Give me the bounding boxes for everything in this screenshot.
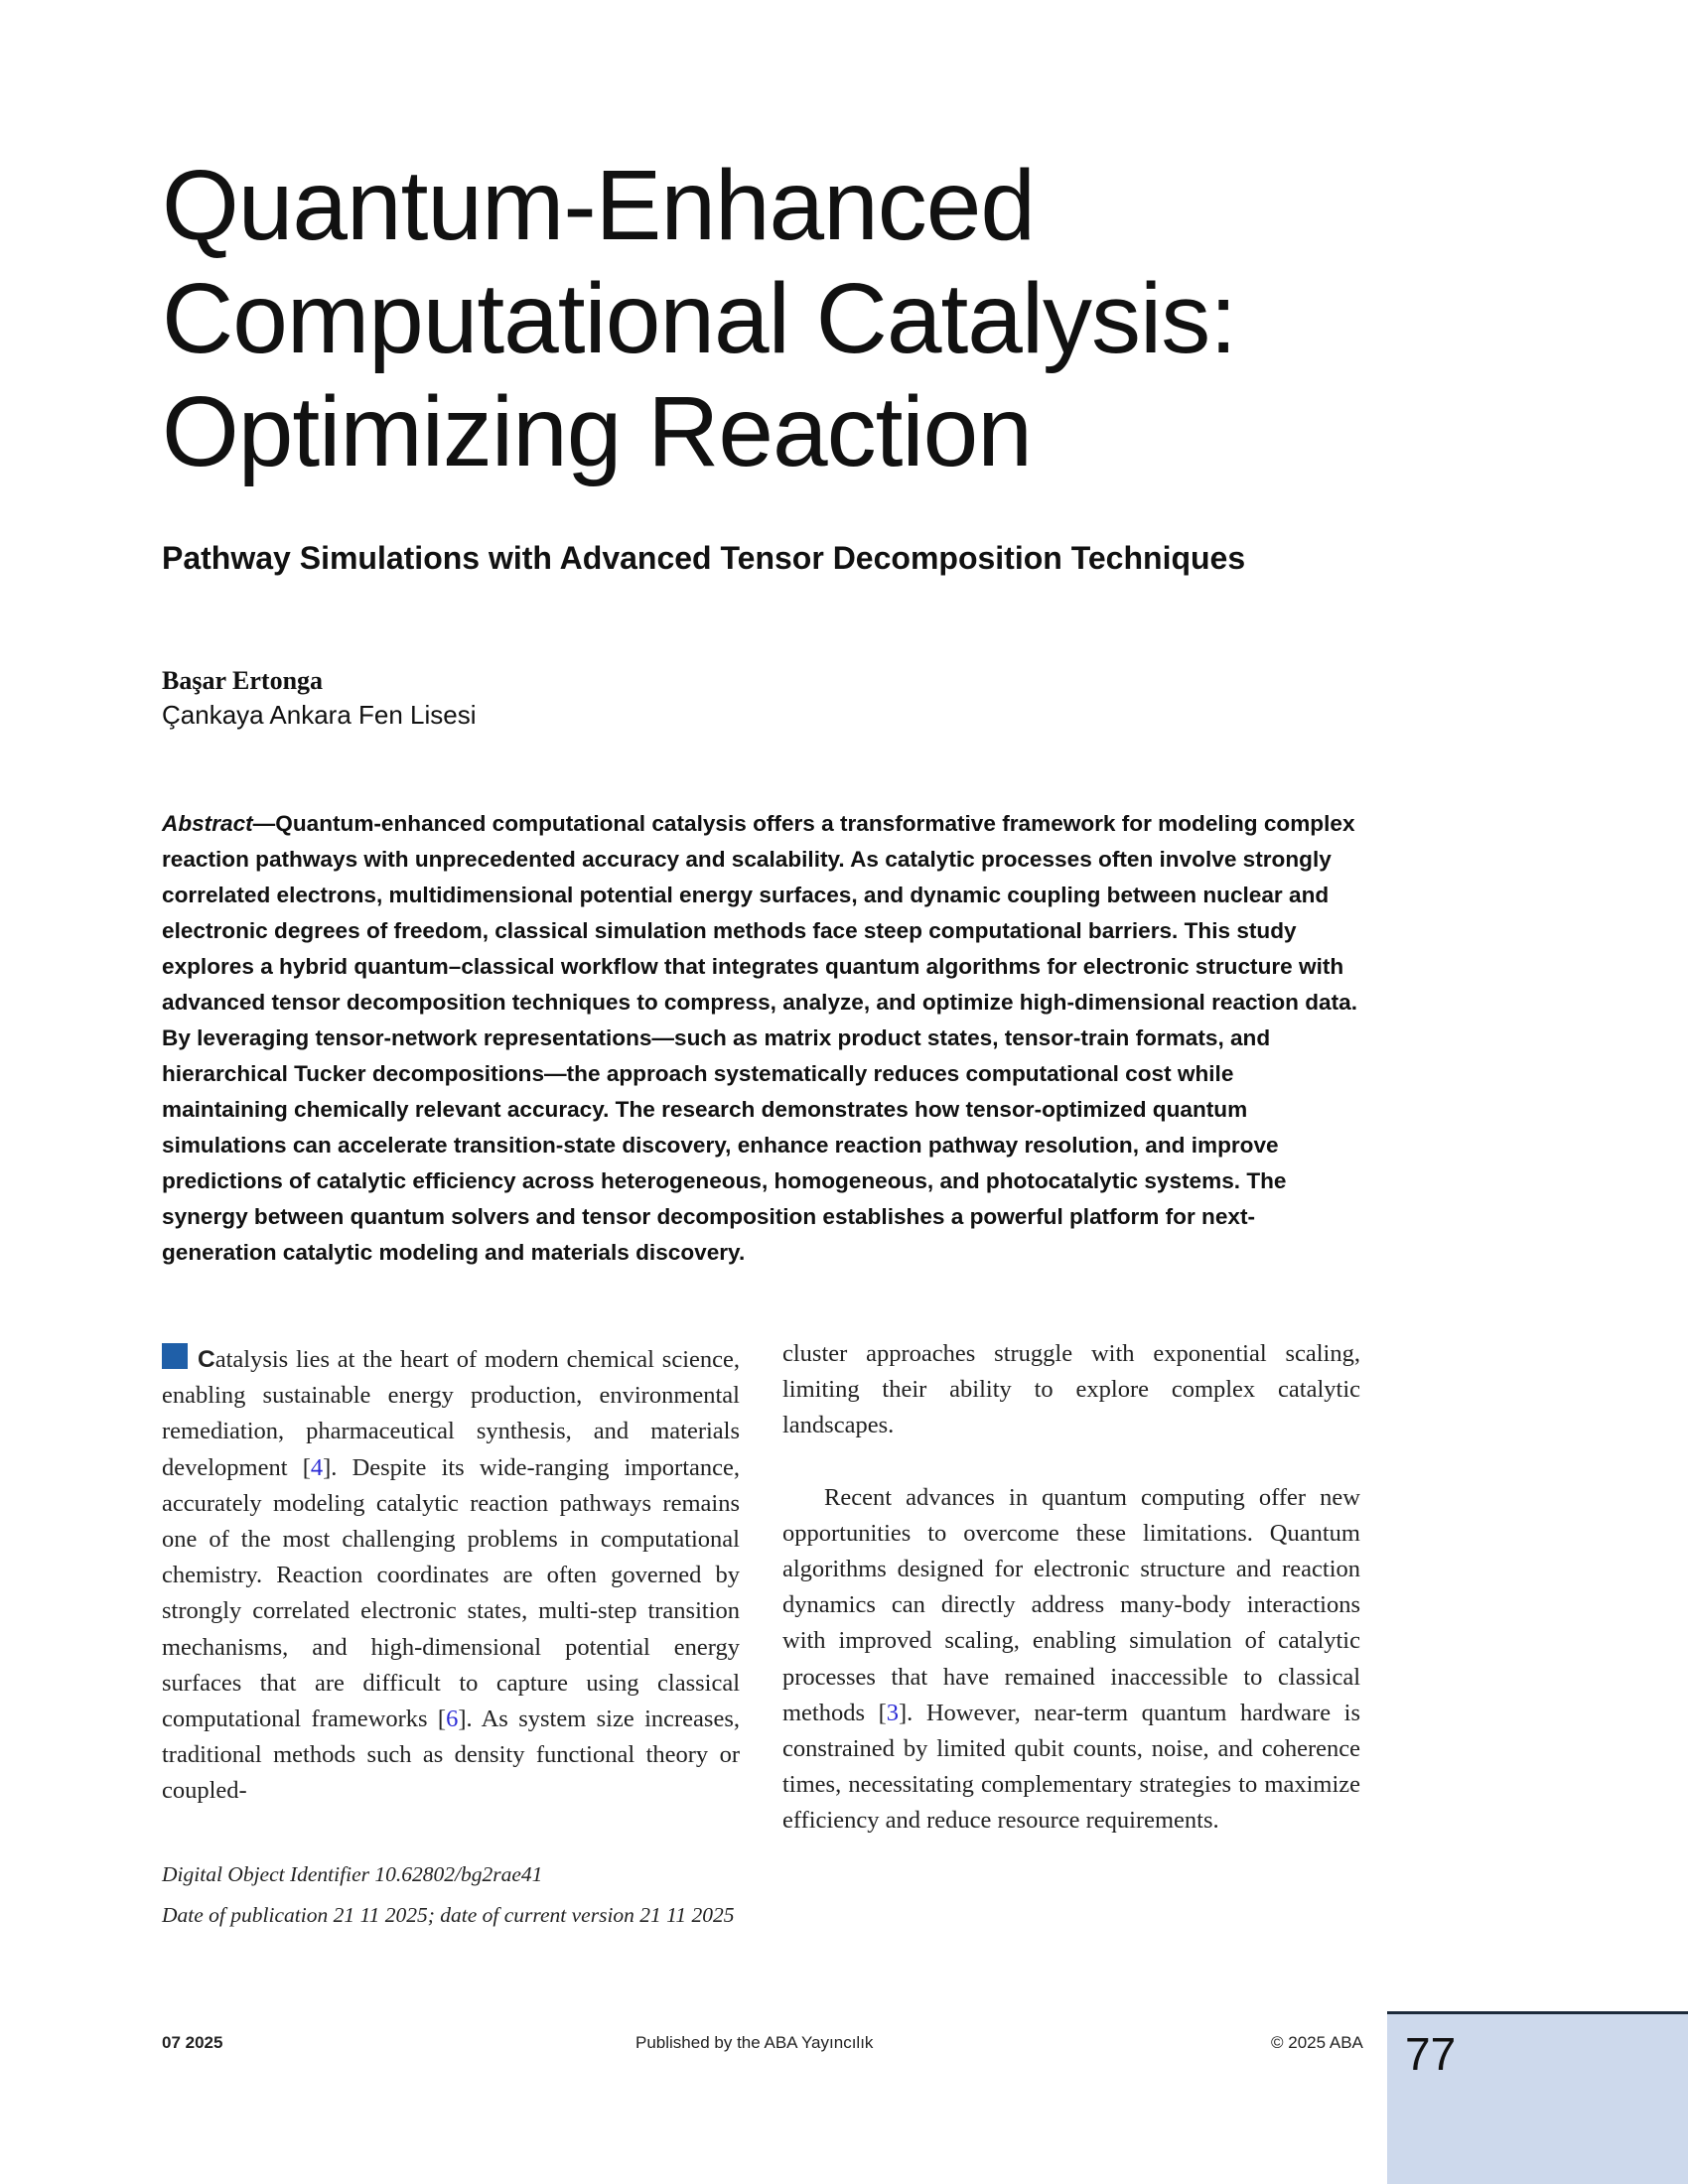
- paper-subtitle: Pathway Simulations with Advanced Tensor Decomposition Techniques: [162, 540, 1246, 576]
- drop-cap-letter: C: [198, 1346, 215, 1373]
- author-affiliation: Çankaya Ankara Fen Lisesi: [162, 700, 477, 730]
- section-marker-square-icon: [162, 1343, 188, 1369]
- abstract-label: Abstract: [162, 811, 253, 836]
- footer-issue-date: 07 2025: [162, 2033, 223, 2052]
- doi: Digital Object Identifier 10.62802/bg2rae41: [162, 1862, 543, 1886]
- citation-link-4[interactable]: 4: [310, 1453, 324, 1481]
- footer-copyright: © 2025 ABA: [1271, 2033, 1363, 2052]
- page-number-box: [1387, 2011, 1688, 2184]
- paper-title: Quantum-Enhanced Computational Catalysis: Optimizing Reaction: [162, 150, 1237, 487]
- abstract-text: —Quantum-enhanced computational catalysis offers a transformative framework for modeling complex reaction pathways with unprecedented accuracy and scalability. As catalytic processes often involve strongly correlated electrons, multidimensional potential energy surfaces, and dynamic coupling between nuclear and electronic degrees of freedom, classical simulation methods face steep computational barriers. This study explores a hybrid quantum–classical workflow that integrates quantum algorithms for electronic structure with advanced tensor decomposition techniques to compress, analyze, and optimize high-dimensional reaction data. By leveraging tensor-network representations—such as matrix product states, tensor-train formats, and hierarchical Tucker decompositions—the approach systematically reduces computational cost while maintaining chemically relevant accuracy. The research demonstrates how tensor-optimized quantum simulations can accelerate transition-state discovery, enhance reaction pathway resolution, and improve predictions of catalytic efficiency across heterogeneous, homogeneous, and photocatalytic systems. The synergy between quantum solvers and tensor decomposition establishes a powerful platform for next-generation catalytic modeling and materials discovery.: [162, 811, 1357, 1265]
- footer-publisher: Published by the ABA Yayıncılık: [635, 2033, 874, 2052]
- publication-metadata: [162, 1854, 740, 1936]
- body-paragraph-2: Recent advances in quantum computing offer new opportunities to overcome these limitations. Quantum algorithms designed for electronic structure and reaction dynamics can directly address many-body interactions with improved scaling, enabling simulation of catalytic processes that have remained inaccessible to classical methods [3]. However, near-term quantum hardware is constrained by limited qubit counts, noise, and coherence times, necessitating complementary strategies to maximize efficiency and reduce resource requirements.: [782, 1483, 1360, 1835]
- author-name: Başar Ertonga: [162, 666, 324, 695]
- abstract: [162, 806, 1363, 1271]
- body-paragraph-1-continued: cluster approaches struggle with exponential scaling, limiting their ability to explore complex catalytic landscapes.: [782, 1340, 1360, 1439]
- body-paragraph-1: Catalysis lies at the heart of modern chemical science, enabling sustainable energy production, environmental remediation, pharmaceutical synthesis, and materials development [4]. Despite its wide-ranging importance, accurately modeling catalytic reaction pathways remains one of the most challenging problems in computational chemistry. Reaction coordinates are often governed by strongly correlated electronic states, multi-step transition mechanisms, and high-dimensional potential energy surfaces that are difficult to capture using classical computational frameworks [6]. As system size increases, traditional methods such as density functional theory or coupled-: [162, 1342, 740, 1810]
- body-column-left: [162, 1342, 740, 1810]
- page-number: 77: [1405, 2028, 1457, 2080]
- publication-dates: Date of publication 21 11 2025; date of current version 21 11 2025: [162, 1903, 735, 1927]
- citation-link-6[interactable]: 6: [446, 1706, 459, 1733]
- body-column-right: [782, 1336, 1360, 1840]
- citation-link-3[interactable]: 3: [886, 1699, 899, 1726]
